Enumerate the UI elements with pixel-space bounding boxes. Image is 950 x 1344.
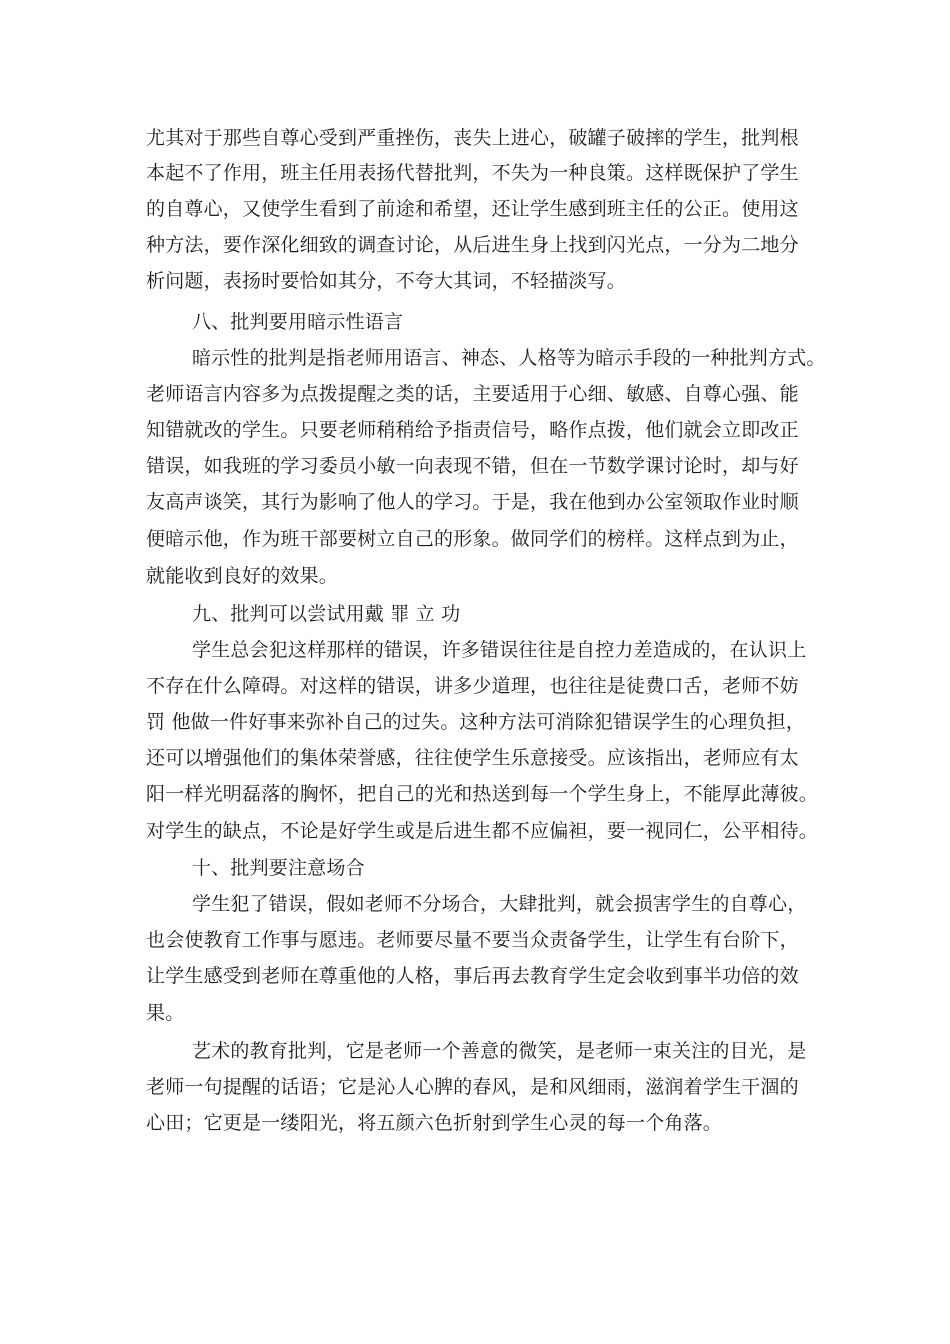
text-line: 心田；它更是一缕阳光，将五颜六色折射到学生心灵的每一个角落。 bbox=[146, 1112, 723, 1134]
text-line: 学生犯了错误，假如老师不分场合，大肆批判，就会损害学生的自尊心， bbox=[192, 893, 807, 915]
text-line: 本起不了作用，班主任用表扬代替批判，不失为一种良策。这样既保护了学生 bbox=[146, 162, 799, 184]
text-line: 果。 bbox=[146, 1002, 185, 1024]
section-heading: 八、批判要用暗示性语言 bbox=[192, 311, 404, 333]
text-line: 不存在什么障碍。对这样的错误，讲多少道理，也往往是徒费口舌，老师不妨 bbox=[146, 675, 799, 697]
text-line: 便暗示他，作为班干部要树立自己的形象。做同学们的榜样。这样点到为止， bbox=[146, 528, 799, 550]
text-line: 种方法，要作深化细致的调查讨论，从后进生身上找到闪光点，一分为二地分 bbox=[146, 234, 799, 256]
text-line: 学生总会犯这样那样的错误，许多错误往往是自控力差造成的，在认识上 bbox=[192, 639, 807, 661]
text-line: 尤其对于那些自尊心受到严重挫伤，丧失上进心，破罐子破摔的学生，批判根 bbox=[146, 127, 799, 149]
text-line: 对学生的缺点，不论是好学生或是后进生都不应偏袒，要一视同仁，公平相待。 bbox=[146, 820, 819, 842]
section-heading: 十、批判要注意场合 bbox=[192, 857, 365, 879]
text-line: 阳一样光明磊落的胸怀，把自己的光和热送到每一个学生身上，不能厚此薄彼。 bbox=[146, 783, 819, 805]
text-line: 也会使教育工作事与愿违。老师要尽量不要当众责备学生，让学生有台阶下， bbox=[146, 929, 799, 951]
text-line: 还可以增强他们的集体荣誉感，往往使学生乐意接受。应该指出，老师应有太 bbox=[146, 747, 799, 769]
text-line: 艺术的教育批判，它是老师一个善意的微笑，是老师一束关注的目光，是 bbox=[192, 1040, 807, 1062]
text-line: 老师一句提醒的话语；它是沁人心脾的春风，是和风细雨，滋润着学生干涸的 bbox=[146, 1076, 799, 1098]
text-line: 析问题，表扬时要恰如其分，不夸大其词，不轻描淡写。 bbox=[146, 270, 627, 292]
text-line: 暗示性的批判是指老师用语言、神态、人格等为暗示手段的一种批判方式。 bbox=[192, 347, 826, 369]
text-line: 就能收到良好的效果。 bbox=[146, 565, 339, 587]
text-line: 友高声谈笑，其行为影响了他人的学习。于是，我在他到办公室领取作业时顺 bbox=[146, 491, 799, 513]
text-line: 老师语言内容多为点拨提醒之类的话，主要适用于心细、敏感、自尊心强、能 bbox=[146, 383, 799, 405]
text-line: 罚 他做一件好事来弥补自己的过失。这种方法可消除犯错误学生的心理负担， bbox=[146, 711, 806, 733]
section-heading: 九、批判可以尝试用戴 罪 立 功 bbox=[192, 603, 461, 625]
text-line: 的自尊心，又使学生看到了前途和希望，还让学生感到班主任的公正。使用这 bbox=[146, 198, 799, 220]
text-line: 知错就改的学生。只要老师稍稍给予指责信号，略作点拨，他们就会立即改正 bbox=[146, 419, 799, 441]
text-line: 让学生感受到老师在尊重他的人格，事后再去教育学生定会收到事半功倍的效 bbox=[146, 965, 799, 987]
text-line: 错误，如我班的学习委员小敏一向表现不错，但在一节数学课讨论时，却与好 bbox=[146, 455, 799, 477]
